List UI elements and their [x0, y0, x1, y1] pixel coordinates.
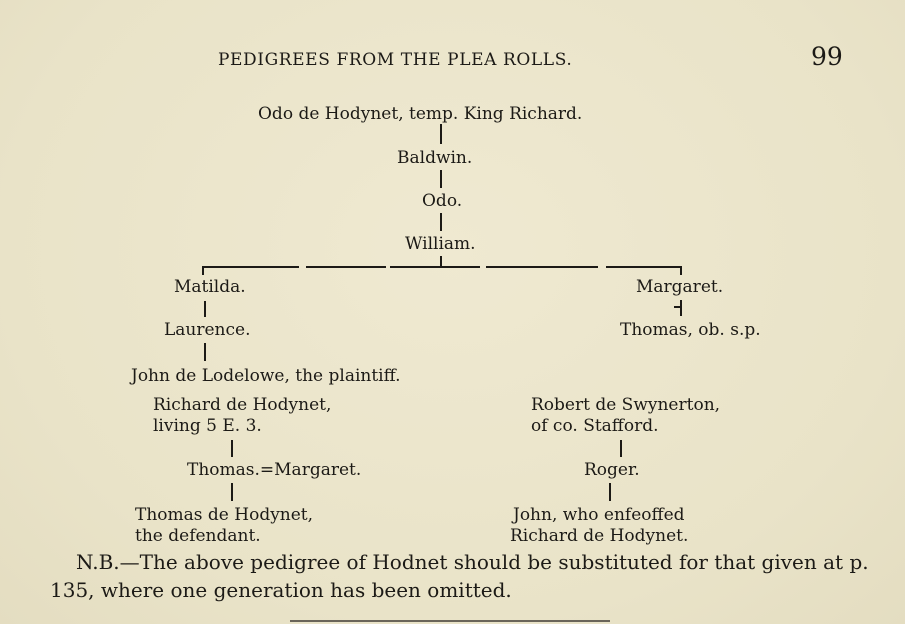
pedigree-matilda: Matilda. — [174, 277, 246, 297]
descent-line — [204, 343, 206, 361]
pedigree-john-de-lodelowe: John de Lodelowe, the plaintiff. — [131, 366, 401, 386]
pedigree-of-co-stafford: of co. Stafford. — [531, 416, 659, 436]
sibling-drop — [202, 266, 204, 275]
sibling-drop — [680, 266, 682, 275]
sibling-bar — [606, 266, 682, 268]
descent-line — [620, 440, 622, 457]
pedigree-odo-de-hodynet: Odo de Hodynet, temp. King Richard. — [258, 104, 583, 124]
pedigree-richard-de-hodynet-2: Richard de Hodynet. — [510, 526, 689, 546]
pedigree-laurence: Laurence. — [164, 320, 251, 340]
sibling-bar — [486, 266, 598, 268]
pedigree-thomas-de-hodynet: Thomas de Hodynet, — [135, 505, 314, 525]
running-title: PEDIGREES FROM THE PLEA ROLLS. — [218, 50, 573, 70]
descent-line — [231, 440, 233, 457]
pedigree-richard-de-hodynet: Richard de Hodynet, — [153, 395, 332, 415]
page-number: 99 — [811, 42, 843, 71]
pedigree-william: William. — [405, 234, 476, 254]
descent-line — [680, 300, 682, 316]
pedigree-thomas-margaret: Thomas.=Margaret. — [187, 460, 362, 480]
sibling-bar — [202, 266, 299, 268]
sibling-bar — [306, 266, 386, 268]
nb-note: N.B.—The above pedigree of Hodnet should be substituted for that given at p. 135, where one generation has been omitted. — [50, 550, 869, 602]
pedigree-the-defendant: the defendant. — [135, 526, 261, 546]
pedigree-richard-living: living 5 E. 3. — [153, 416, 262, 436]
footer-rule — [290, 620, 610, 622]
pedigree-roger: Roger. — [584, 460, 640, 480]
descent-line — [440, 124, 442, 144]
sibling-bar — [390, 266, 480, 268]
descent-line — [440, 170, 442, 188]
pedigree-robert-de-swynerton: Robert de Swynerton, — [531, 395, 721, 415]
pedigree-baldwin: Baldwin. — [397, 148, 473, 168]
descent-line — [609, 483, 611, 501]
descent-line — [440, 213, 442, 231]
pedigree-thomas-ob-sp: Thomas, ob. s.p. — [620, 320, 761, 340]
descent-line — [231, 483, 233, 501]
descent-tick — [674, 306, 681, 308]
descent-line — [204, 301, 206, 317]
pedigree-margaret: Margaret. — [636, 277, 724, 297]
pedigree-odo: Odo. — [422, 191, 463, 211]
pedigree-john-who-enfeoffed: John, who enfeoffed — [513, 505, 685, 525]
